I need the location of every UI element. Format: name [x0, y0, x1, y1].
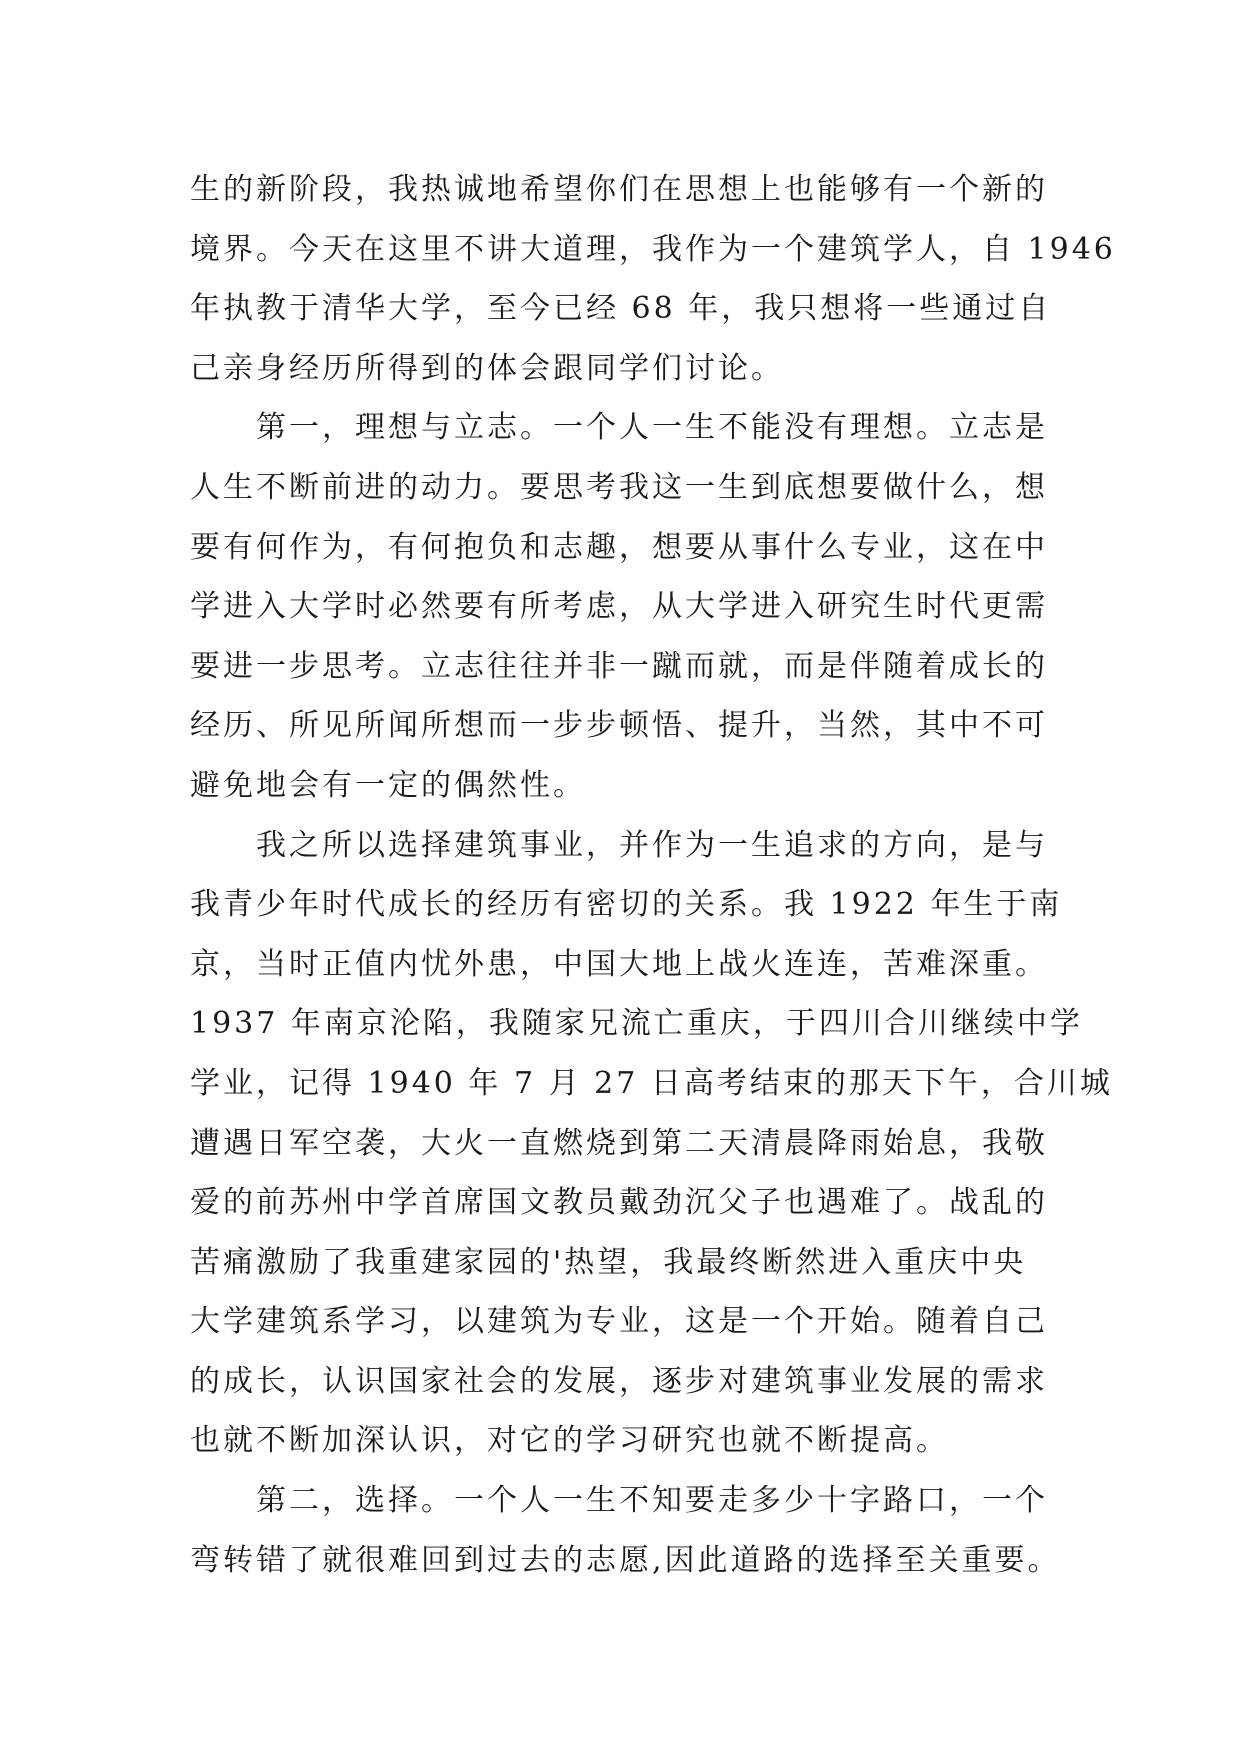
text-line: 年执教于清华大学，至今已经 68 年，我只想将一些通过自	[190, 291, 1052, 327]
text-line: 苦痛激励了我重建家园的'热望，我最终断然进入重庆中央	[190, 1244, 1027, 1280]
text-line: 人生不断前进的动力。要思考我这一生到底想要做什么，想	[190, 469, 1048, 505]
text-line: 要进一步思考。立志往往并非一蹴而就，而是伴随着成长的	[190, 648, 1048, 684]
document-body	[190, 160, 1116, 1590]
text-line: 弯转错了就很难回到过去的志愿,因此道路的选择至关重要。	[190, 1542, 1061, 1578]
text-line: 也就不断加深认识，对它的学习研究也就不断提高。	[190, 1423, 949, 1459]
text-line: 境界。今天在这里不讲大道理，我作为一个建筑学人，自 1946	[190, 231, 1116, 267]
text-line: 学业，记得 1940 年 7 月 27 日高考结束的那天下午，合川城	[190, 1065, 1113, 1101]
text-line: 要有何作为，有何抱负和志趣，想要从事什么专业，这在中	[190, 529, 1048, 565]
text-line: 遭遇日军空袭，大火一直燃烧到第二天清晨降雨始息，我敬	[190, 1125, 1048, 1161]
text-line: 己亲身经历所得到的体会跟同学们讨论。	[190, 350, 784, 386]
text-line: 的成长，认识国家社会的发展，逐步对建筑事业发展的需求	[190, 1363, 1048, 1399]
paragraph-start-line: 我之所以选择建筑事业，并作为一生追求的方向，是与	[256, 827, 1048, 863]
text-line: 避免地会有一定的偶然性。	[190, 767, 586, 803]
text-line: 爱的前苏州中学首席国文教员戴劲沉父子也遇难了。战乱的	[190, 1185, 1048, 1221]
text-line: 1937 年南京沦陷，我随家兄流亡重庆，于四川合川继续中学	[190, 1006, 1083, 1042]
text-line: 大学建筑系学习，以建筑为专业，这是一个开始。随着自己	[190, 1304, 1048, 1340]
text-line: 我青少年时代成长的经历有密切的关系。我 1922 年生于南	[190, 887, 1063, 923]
text-line: 京，当时正值内忧外患，中国大地上战火连连，苦难深重。	[190, 946, 1048, 982]
paragraph-start-line: 第一，理想与立志。一个人一生不能没有理想。立志是	[256, 410, 1048, 446]
text-line: 经历、所见所闻所想而一步步顿悟、提升，当然，其中不可	[190, 708, 1048, 744]
paragraph-start-line: 第二，选择。一个人一生不知要走多少十字路口，一个	[256, 1483, 1048, 1519]
text-line: 学进入大学时必然要有所考虑，从大学进入研究生时代更需	[190, 589, 1048, 625]
text-line: 生的新阶段，我热诚地希望你们在思想上也能够有一个新的	[190, 172, 1048, 207]
